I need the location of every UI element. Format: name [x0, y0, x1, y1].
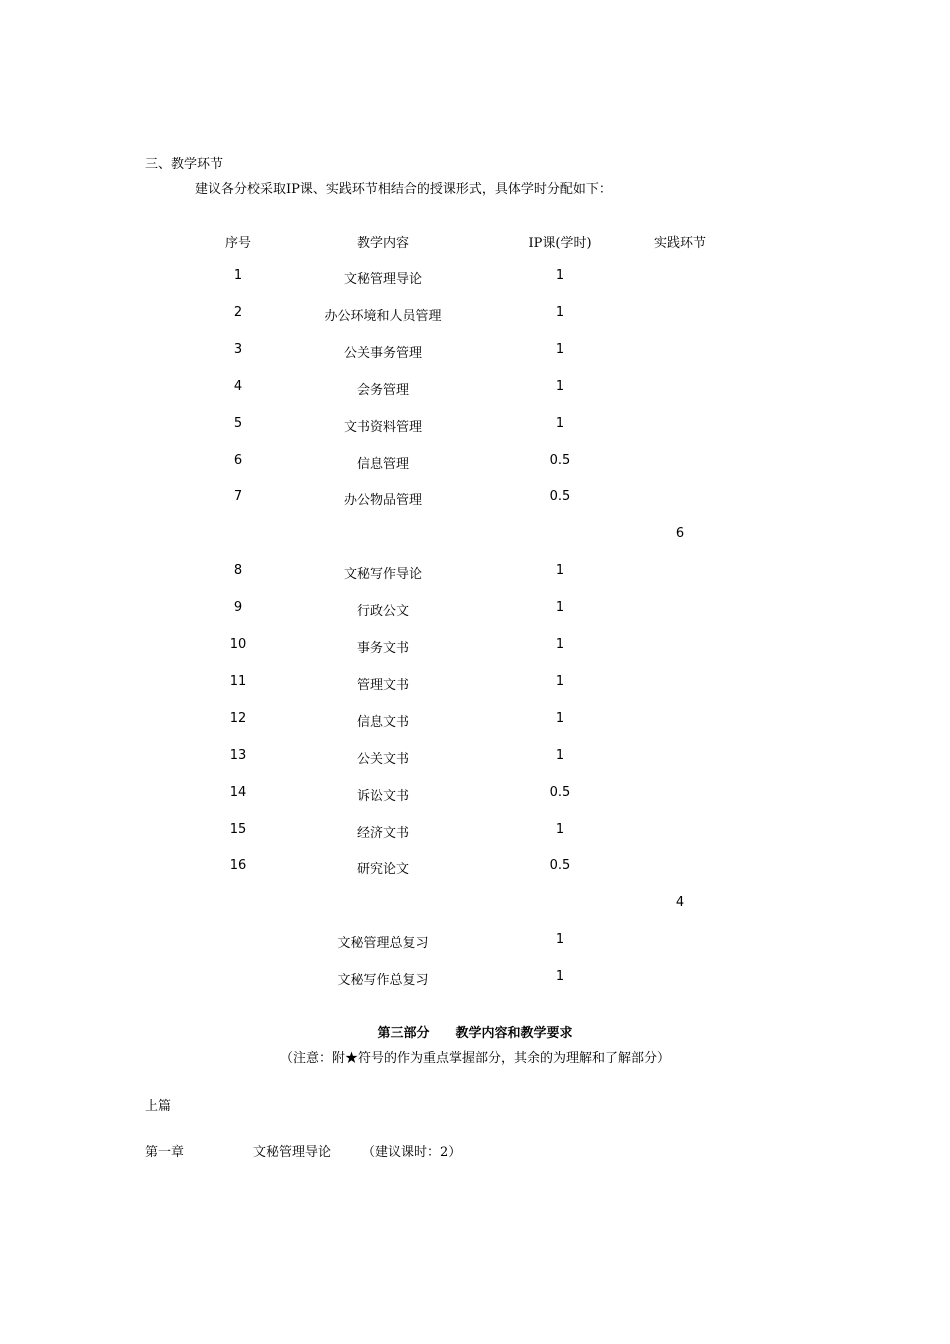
row-no: 3 [233, 342, 243, 357]
row-ip-hours: 1 [555, 416, 565, 431]
table-row [0, 895, 950, 915]
row-ip-hours: 1 [555, 969, 565, 984]
row-ip-hours: 1 [555, 600, 565, 615]
chapter-hours: （建议课时：2） [362, 1145, 462, 1160]
part-label: 第三部分 [377, 1026, 430, 1041]
row-ip-hours: 1 [555, 342, 565, 357]
part-note: （注意：附★符号的作为重点掌握部分，其余的为理解和了解部分） [279, 1051, 670, 1066]
row-ip-hours: 0.5 [549, 489, 571, 504]
row-no: 15 [229, 822, 247, 837]
row-ip-hours: 1 [555, 932, 565, 947]
table-row [0, 600, 950, 620]
table-row [0, 969, 950, 989]
row-content: 文秘写作导论 [343, 567, 422, 582]
row-no: 4 [233, 379, 243, 394]
chapter-heading [145, 1141, 462, 1160]
row-practice-hours: 6 [675, 526, 685, 541]
row-content: 文秘管理导论 [343, 272, 422, 287]
row-no: 1 [233, 268, 243, 283]
row-content: 诉讼文书 [356, 789, 409, 804]
row-ip-hours: 1 [555, 711, 565, 726]
row-content: 公关事务管理 [343, 346, 422, 361]
row-ip-hours: 1 [555, 379, 565, 394]
table-row [0, 268, 950, 288]
row-no: 8 [233, 563, 243, 578]
row-ip-hours: 0.5 [549, 453, 571, 468]
row-content: 管理文书 [356, 678, 409, 693]
header-practice: 实践环节 [653, 236, 706, 251]
row-no: 6 [233, 453, 243, 468]
row-content: 行政公文 [356, 604, 409, 619]
row-content: 公关文书 [356, 752, 409, 767]
row-no: 13 [229, 748, 247, 763]
part-title [0, 1022, 950, 1041]
table-row [0, 674, 950, 694]
table-row [0, 785, 950, 805]
row-content: 办公物品管理 [343, 493, 422, 508]
volume-label: 上篇 [145, 1099, 172, 1114]
row-no: 12 [229, 711, 247, 726]
table-row [0, 526, 950, 546]
table-row [0, 342, 950, 362]
row-practice-hours: 4 [675, 895, 685, 910]
row-no: 5 [233, 416, 243, 431]
row-content: 研究论文 [356, 862, 409, 877]
row-no: 11 [229, 674, 247, 689]
table-row [0, 453, 950, 473]
header-content: 教学内容 [356, 236, 409, 251]
row-ip-hours: 1 [555, 822, 565, 837]
table-row [0, 379, 950, 399]
row-ip-hours: 1 [555, 268, 565, 283]
row-no: 2 [233, 305, 243, 320]
row-content: 会务管理 [356, 383, 409, 398]
row-no: 7 [233, 489, 243, 504]
chapter-label: 第一章 [145, 1145, 185, 1160]
table-row [0, 822, 950, 842]
row-content: 经济文书 [356, 826, 409, 841]
table-row [0, 932, 950, 952]
chapter-title: 文秘管理导论 [253, 1145, 332, 1160]
row-no: 9 [233, 600, 243, 615]
table-row [0, 563, 950, 583]
row-ip-hours: 0.5 [549, 785, 571, 800]
row-ip-hours: 1 [555, 563, 565, 578]
row-content: 信息管理 [356, 457, 409, 472]
section-heading: 三、教学环节 [145, 157, 224, 172]
row-ip-hours: 1 [555, 305, 565, 320]
row-no: 14 [229, 785, 247, 800]
row-ip-hours: 1 [555, 748, 565, 763]
table-row [0, 637, 950, 657]
row-content: 文秘管理总复习 [337, 936, 429, 951]
row-ip-hours: 0.5 [549, 858, 571, 873]
table-row [0, 748, 950, 768]
intro-paragraph: 建议各分校采取IP课、实践环节相结合的授课形式，具体学时分配如下： [195, 182, 612, 197]
row-content: 信息文书 [356, 715, 409, 730]
row-content: 文秘写作总复习 [337, 973, 429, 988]
header-no: 序号 [224, 236, 251, 251]
header-ip-hours: IP课(学时) [528, 236, 592, 251]
table-row [0, 416, 950, 436]
table-header-row [0, 232, 950, 252]
table-row [0, 711, 950, 731]
row-ip-hours: 1 [555, 637, 565, 652]
part-subtitle: 教学内容和教学要求 [455, 1026, 573, 1041]
row-no: 16 [229, 858, 247, 873]
row-no: 10 [229, 637, 247, 652]
row-ip-hours: 1 [555, 674, 565, 689]
row-content: 事务文书 [356, 641, 409, 656]
table-row [0, 858, 950, 878]
row-content: 办公环境和人员管理 [324, 309, 442, 324]
table-row [0, 305, 950, 325]
table-row [0, 489, 950, 509]
row-content: 文书资料管理 [343, 420, 422, 435]
